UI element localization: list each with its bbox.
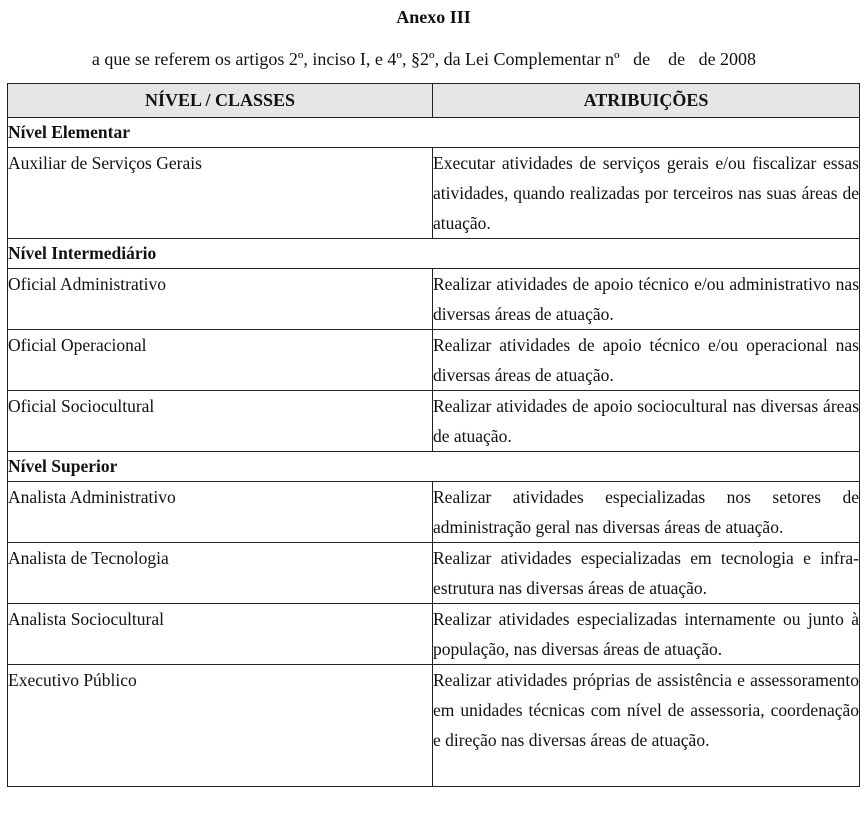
class-name: Analista Sociocultural: [8, 604, 433, 665]
class-name: Oficial Administrativo: [8, 269, 433, 330]
table-row: [8, 391, 860, 452]
column-header-atribuicoes: ATRIBUIÇÕES: [433, 84, 860, 118]
class-description: Realizar atividades especializadas nos setores de administração geral nas diversas áreas de atuação.: [433, 482, 860, 543]
class-name: Oficial Sociocultural: [8, 391, 433, 452]
annex-table: [7, 83, 860, 787]
column-header-nivel-classes: NÍVEL / CLASSES: [8, 84, 433, 118]
class-description: Realizar atividades especializadas internamente ou junto à população, nas diversas áreas de atuação.: [433, 604, 860, 665]
section-row: [8, 118, 860, 148]
class-name: Analista Administrativo: [8, 482, 433, 543]
section-title-intermediario: Nível Intermediário: [8, 239, 860, 269]
class-description: Realizar atividades de apoio sociocultural nas diversas áreas de atuação.: [433, 391, 860, 452]
class-description: Executar atividades de serviços gerais e/ou fiscalizar essas atividades, quando realizadas por terceiros nas suas áreas de atuação.: [433, 148, 860, 239]
table-row: [8, 482, 860, 543]
table-row: [8, 148, 860, 239]
class-name: Executivo Público: [8, 665, 433, 787]
table-row: [8, 330, 860, 391]
class-name: Analista de Tecnologia: [8, 543, 433, 604]
table-row: [8, 665, 860, 787]
table-row: [8, 269, 860, 330]
class-description: Realizar atividades de apoio técnico e/ou operacional nas diversas áreas de atuação.: [433, 330, 860, 391]
document-subtitle: a que se referem os artigos 2º, inciso I, e 4º, §2º, da Lei Complementar nº de de de 2008: [91, 49, 757, 69]
table-row: [8, 604, 860, 665]
section-title-elementar: Nível Elementar: [8, 118, 860, 148]
table-header-row: [8, 84, 860, 118]
class-description: Realizar atividades próprias de assistência e assessoramento em unidades técnicas com nível de assessoria, coordenação e direção nas diversas áreas de atuação.: [433, 665, 860, 787]
class-name: Auxiliar de Serviços Gerais: [8, 148, 433, 239]
section-title-superior: Nível Superior: [8, 452, 860, 482]
class-description: Realizar atividades de apoio técnico e/ou administrativo nas diversas áreas de atuação.: [433, 269, 860, 330]
table-row: [8, 543, 860, 604]
class-name: Oficial Operacional: [8, 330, 433, 391]
section-row: [8, 239, 860, 269]
section-row: [8, 452, 860, 482]
class-description: Realizar atividades especializadas em tecnologia e infra-estrutura nas diversas áreas de atuação.: [433, 543, 860, 604]
document-title: Anexo III: [396, 7, 471, 27]
